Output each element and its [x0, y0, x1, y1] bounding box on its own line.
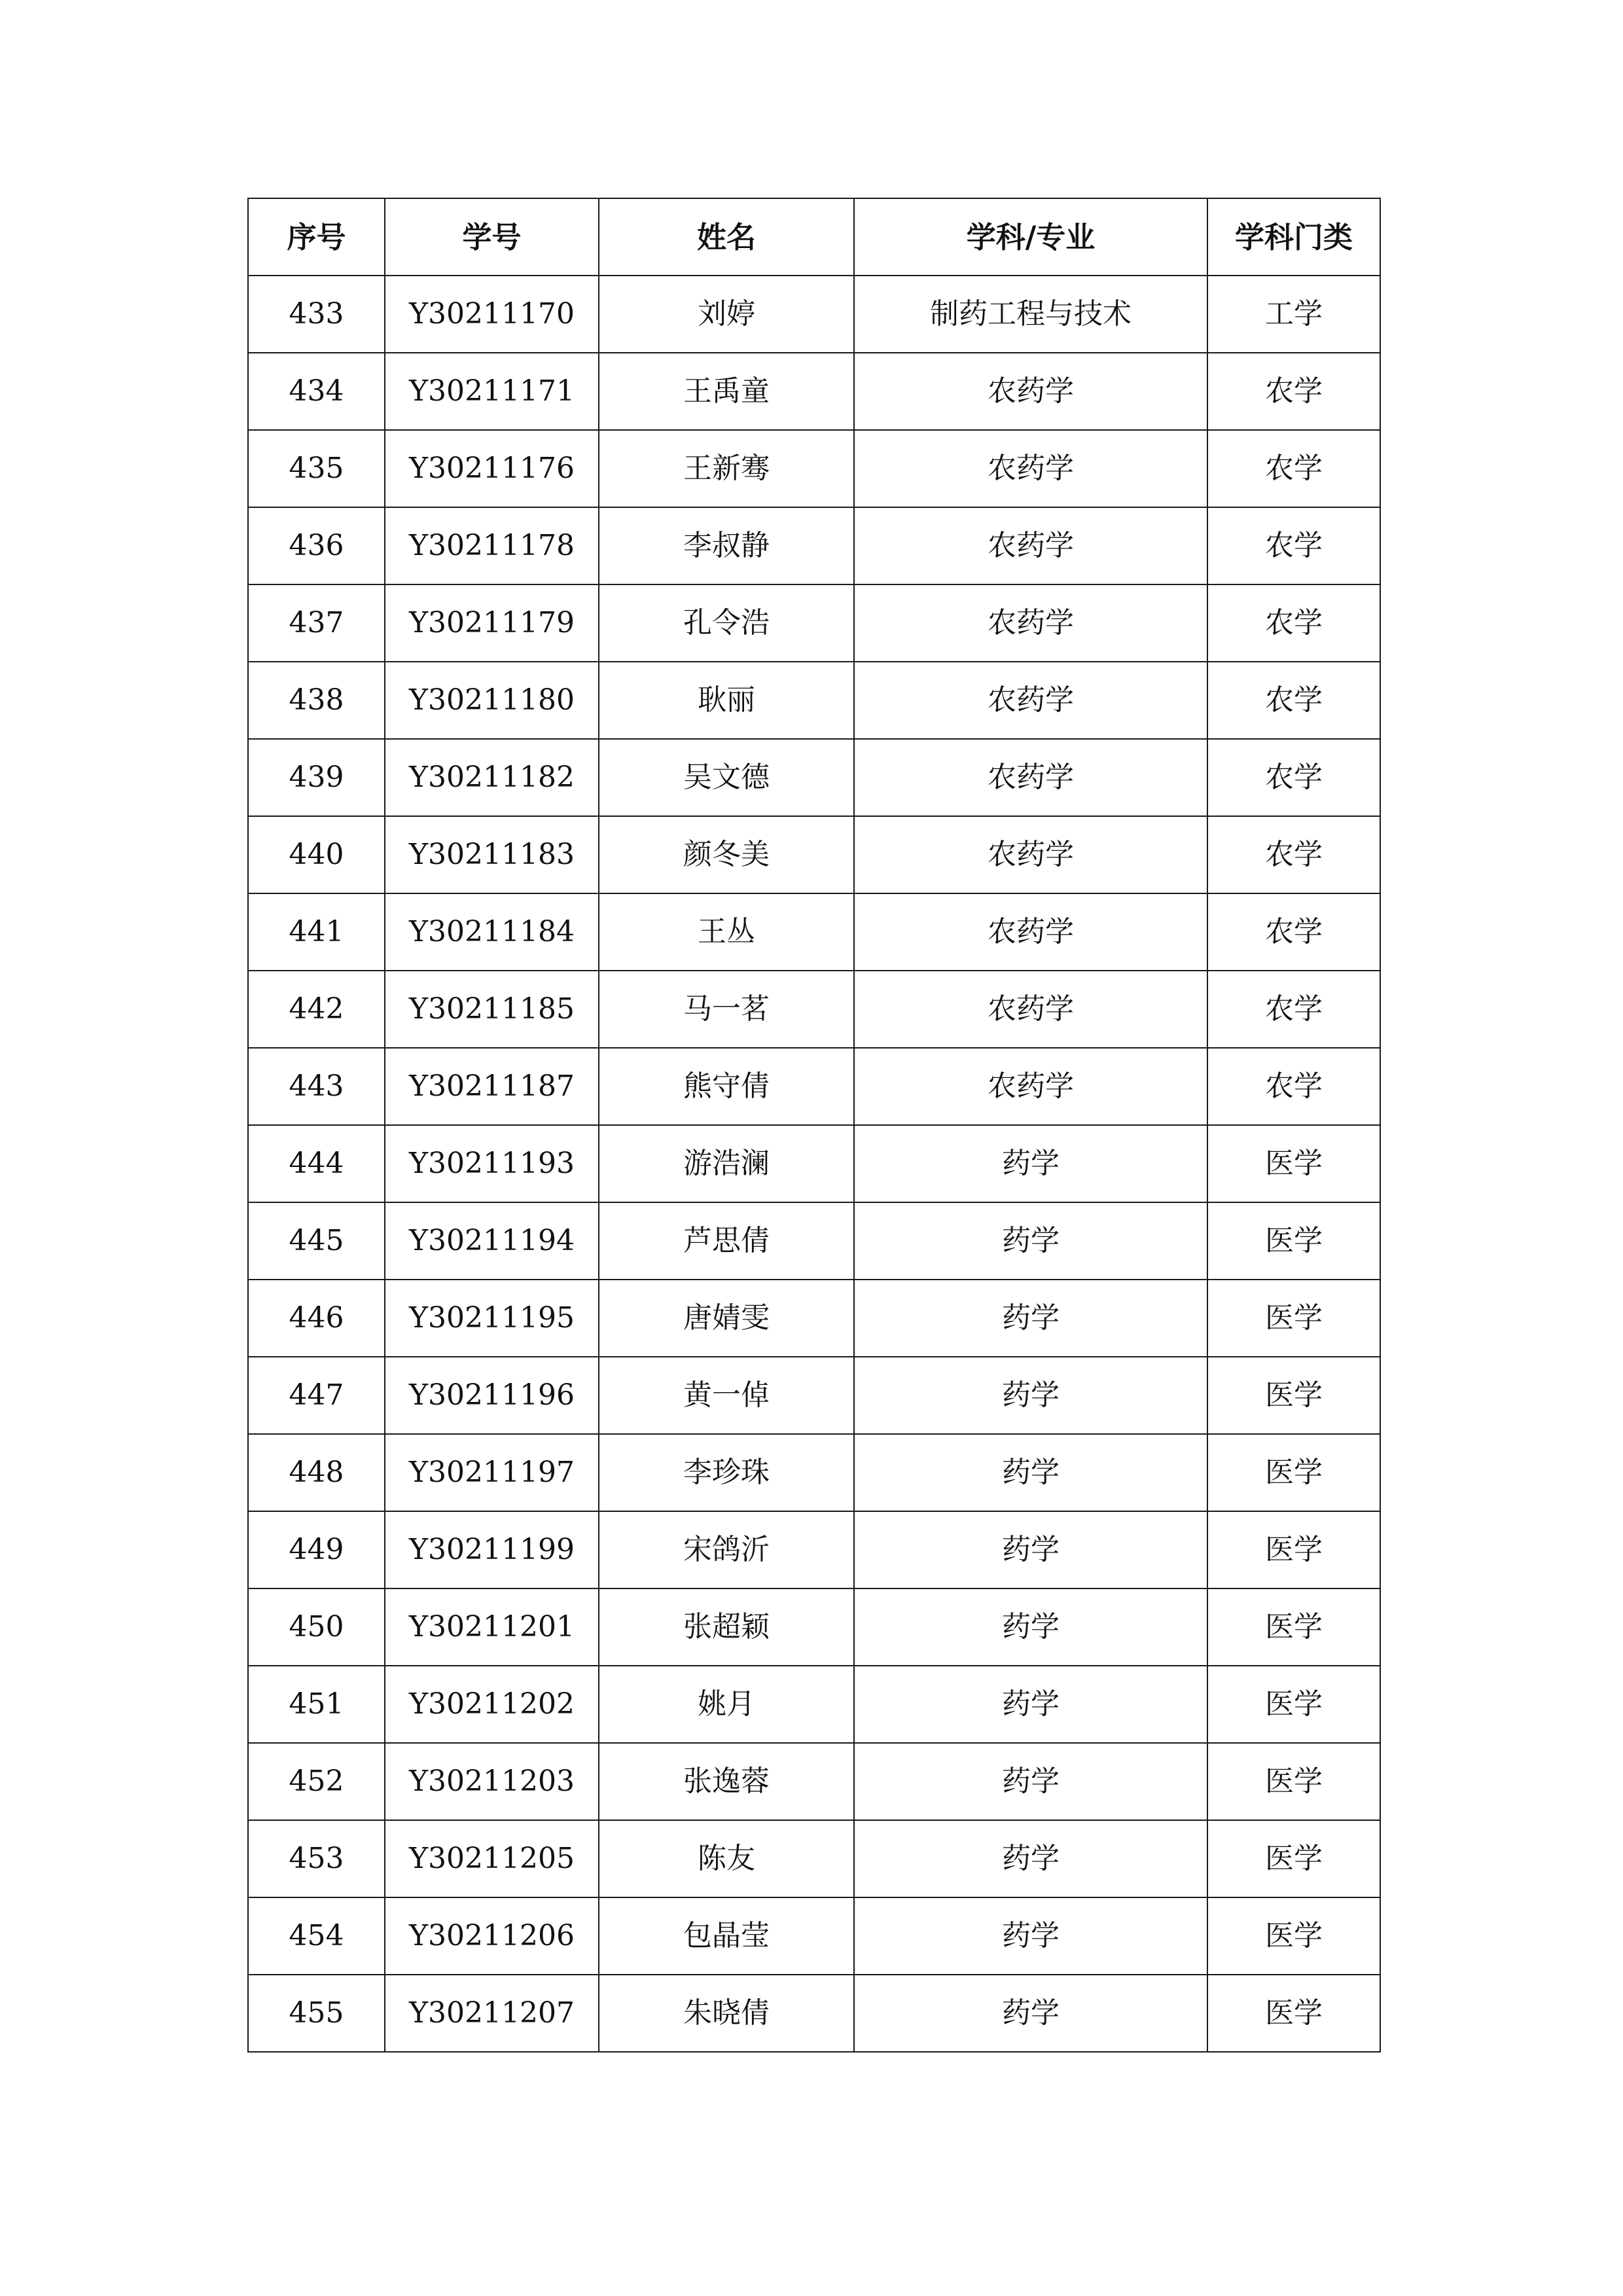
cell-student-id: Y30211197: [385, 1434, 599, 1511]
cell-name: 吴文德: [599, 739, 854, 816]
cell-index: 438: [248, 662, 385, 739]
cell-category: 医学: [1207, 1202, 1380, 1280]
cell-student-id: Y30211194: [385, 1202, 599, 1280]
cell-major: 药学: [854, 1202, 1207, 1280]
cell-category: 医学: [1207, 1666, 1380, 1743]
header-index: 序号: [248, 198, 385, 276]
cell-name: 黄一倬: [599, 1357, 854, 1434]
cell-name: 张超颖: [599, 1588, 854, 1666]
cell-student-id: Y30211195: [385, 1280, 599, 1357]
table-row: [248, 1666, 1380, 1743]
cell-major: 药学: [854, 1897, 1207, 1975]
table-row: [248, 1125, 1380, 1202]
cell-index: 439: [248, 739, 385, 816]
cell-name: 朱晓倩: [599, 1975, 854, 2052]
table-row: [248, 1511, 1380, 1588]
cell-category: 农学: [1207, 971, 1380, 1048]
cell-student-id: Y30211193: [385, 1125, 599, 1202]
table-row: [248, 1280, 1380, 1357]
table-row: [248, 1897, 1380, 1975]
cell-category: 农学: [1207, 507, 1380, 584]
cell-student-id: Y30211207: [385, 1975, 599, 2052]
cell-index: 440: [248, 816, 385, 893]
cell-major: 药学: [854, 1666, 1207, 1743]
cell-category: 农学: [1207, 662, 1380, 739]
cell-index: 452: [248, 1743, 385, 1820]
cell-student-id: Y30211170: [385, 276, 599, 353]
cell-name: 芦思倩: [599, 1202, 854, 1280]
cell-major: 农药学: [854, 739, 1207, 816]
cell-name: 姚月: [599, 1666, 854, 1743]
cell-major: 农药学: [854, 353, 1207, 430]
cell-name: 张逸蓉: [599, 1743, 854, 1820]
cell-category: 医学: [1207, 1280, 1380, 1357]
cell-category: 医学: [1207, 1434, 1380, 1511]
cell-major: 农药学: [854, 584, 1207, 662]
cell-student-id: Y30211176: [385, 430, 599, 507]
cell-index: 434: [248, 353, 385, 430]
cell-name: 王新骞: [599, 430, 854, 507]
table-header-row: [248, 198, 1380, 276]
cell-name: 孔令浩: [599, 584, 854, 662]
table-row: [248, 507, 1380, 584]
cell-index: 454: [248, 1897, 385, 1975]
cell-index: 444: [248, 1125, 385, 1202]
cell-category: 医学: [1207, 1743, 1380, 1820]
cell-major: 药学: [854, 1820, 1207, 1897]
cell-major: 农药学: [854, 893, 1207, 971]
cell-index: 455: [248, 1975, 385, 2052]
cell-category: 农学: [1207, 893, 1380, 971]
cell-index: 453: [248, 1820, 385, 1897]
cell-student-id: Y30211203: [385, 1743, 599, 1820]
cell-category: 医学: [1207, 1897, 1380, 1975]
cell-major: 药学: [854, 1975, 1207, 2052]
cell-category: 农学: [1207, 1048, 1380, 1125]
table-row: [248, 1048, 1380, 1125]
cell-student-id: Y30211184: [385, 893, 599, 971]
cell-index: 436: [248, 507, 385, 584]
cell-student-id: Y30211171: [385, 353, 599, 430]
table-row: [248, 1434, 1380, 1511]
table-row: [248, 662, 1380, 739]
cell-student-id: Y30211199: [385, 1511, 599, 1588]
cell-name: 游浩澜: [599, 1125, 854, 1202]
table-row: [248, 276, 1380, 353]
cell-category: 工学: [1207, 276, 1380, 353]
cell-category: 医学: [1207, 1588, 1380, 1666]
cell-index: 433: [248, 276, 385, 353]
cell-name: 宋鸽沂: [599, 1511, 854, 1588]
cell-name: 王丛: [599, 893, 854, 971]
table-row: [248, 893, 1380, 971]
cell-name: 熊守倩: [599, 1048, 854, 1125]
cell-major: 农药学: [854, 430, 1207, 507]
cell-category: 农学: [1207, 430, 1380, 507]
cell-major: 农药学: [854, 662, 1207, 739]
cell-major: 制药工程与技术: [854, 276, 1207, 353]
table-row: [248, 1202, 1380, 1280]
table-row: [248, 1357, 1380, 1434]
cell-major: 农药学: [854, 971, 1207, 1048]
cell-category: 医学: [1207, 1975, 1380, 2052]
table-row: [248, 430, 1380, 507]
cell-category: 农学: [1207, 816, 1380, 893]
table-row: [248, 739, 1380, 816]
table-row: [248, 584, 1380, 662]
cell-student-id: Y30211202: [385, 1666, 599, 1743]
header-major: 学科/专业: [854, 198, 1207, 276]
cell-category: 农学: [1207, 353, 1380, 430]
cell-index: 446: [248, 1280, 385, 1357]
cell-student-id: Y30211201: [385, 1588, 599, 1666]
cell-index: 449: [248, 1511, 385, 1588]
cell-category: 医学: [1207, 1511, 1380, 1588]
cell-major: 药学: [854, 1743, 1207, 1820]
cell-student-id: Y30211206: [385, 1897, 599, 1975]
table-row: [248, 353, 1380, 430]
cell-category: 医学: [1207, 1125, 1380, 1202]
cell-student-id: Y30211182: [385, 739, 599, 816]
cell-index: 448: [248, 1434, 385, 1511]
cell-major: 药学: [854, 1434, 1207, 1511]
student-roster-table: [247, 198, 1381, 2053]
cell-major: 药学: [854, 1125, 1207, 1202]
cell-index: 437: [248, 584, 385, 662]
header-category: 学科门类: [1207, 198, 1380, 276]
table-row: [248, 816, 1380, 893]
cell-category: 医学: [1207, 1820, 1380, 1897]
cell-category: 医学: [1207, 1357, 1380, 1434]
cell-index: 442: [248, 971, 385, 1048]
table-row: [248, 1588, 1380, 1666]
cell-name: 唐婧雯: [599, 1280, 854, 1357]
cell-student-id: Y30211196: [385, 1357, 599, 1434]
cell-student-id: Y30211183: [385, 816, 599, 893]
cell-student-id: Y30211179: [385, 584, 599, 662]
cell-major: 药学: [854, 1357, 1207, 1434]
cell-name: 李珍珠: [599, 1434, 854, 1511]
cell-index: 443: [248, 1048, 385, 1125]
cell-name: 颜冬美: [599, 816, 854, 893]
cell-name: 耿丽: [599, 662, 854, 739]
cell-major: 药学: [854, 1588, 1207, 1666]
cell-major: 农药学: [854, 507, 1207, 584]
cell-major: 药学: [854, 1280, 1207, 1357]
table-body: [248, 276, 1380, 2052]
cell-name: 刘婷: [599, 276, 854, 353]
cell-name: 包晶莹: [599, 1897, 854, 1975]
table-row: [248, 971, 1380, 1048]
table-row: [248, 1820, 1380, 1897]
cell-student-id: Y30211178: [385, 507, 599, 584]
cell-name: 王禹童: [599, 353, 854, 430]
cell-category: 农学: [1207, 584, 1380, 662]
cell-student-id: Y30211185: [385, 971, 599, 1048]
table-row: [248, 1975, 1380, 2052]
cell-category: 农学: [1207, 739, 1380, 816]
cell-student-id: Y30211205: [385, 1820, 599, 1897]
cell-student-id: Y30211187: [385, 1048, 599, 1125]
cell-name: 马一茗: [599, 971, 854, 1048]
cell-index: 445: [248, 1202, 385, 1280]
header-student-id: 学号: [385, 198, 599, 276]
cell-name: 李叔静: [599, 507, 854, 584]
cell-major: 药学: [854, 1511, 1207, 1588]
cell-index: 435: [248, 430, 385, 507]
cell-index: 447: [248, 1357, 385, 1434]
cell-index: 451: [248, 1666, 385, 1743]
cell-name: 陈友: [599, 1820, 854, 1897]
cell-major: 农药学: [854, 816, 1207, 893]
cell-index: 441: [248, 893, 385, 971]
cell-student-id: Y30211180: [385, 662, 599, 739]
table-row: [248, 1743, 1380, 1820]
header-name: 姓名: [599, 198, 854, 276]
cell-index: 450: [248, 1588, 385, 1666]
cell-major: 农药学: [854, 1048, 1207, 1125]
